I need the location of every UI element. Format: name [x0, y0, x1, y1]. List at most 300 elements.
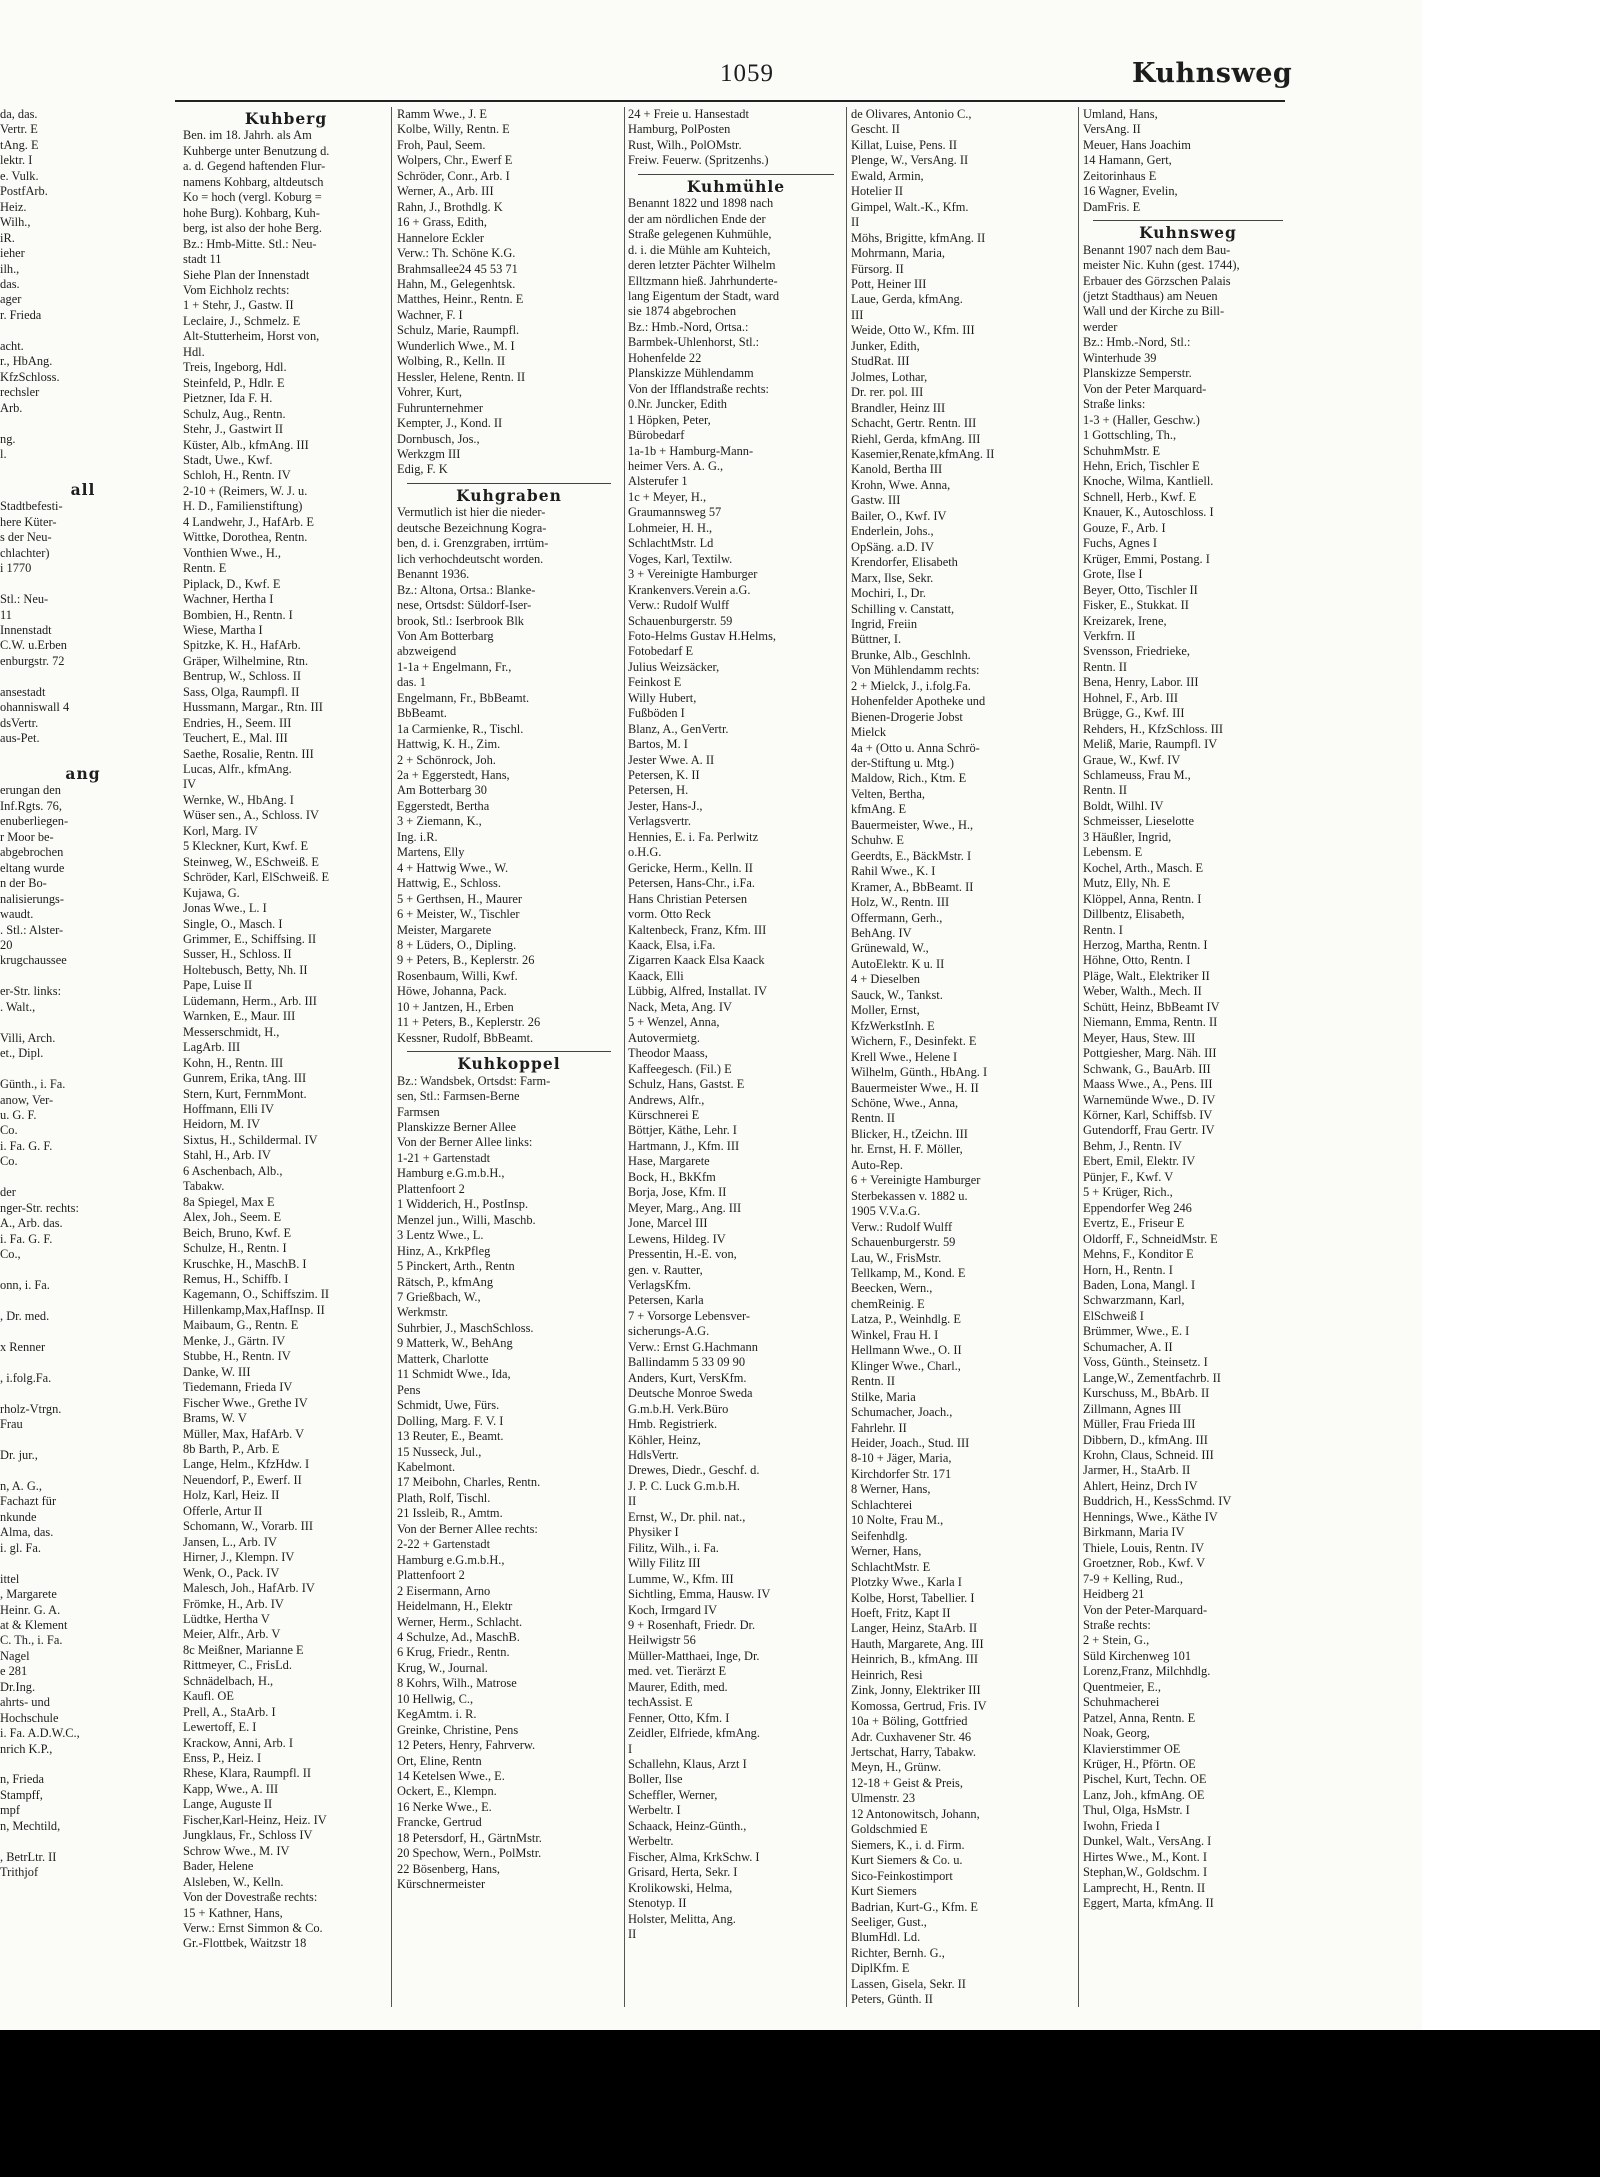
directory-entry: Wall und der Kirche zu Bill-	[1083, 304, 1225, 319]
directory-entry: Krohn, Claus, Schneid. III	[1083, 1447, 1214, 1462]
directory-entry: Schulz, Marie, Raumpfl.	[397, 323, 520, 338]
directory-entry: Remus, H., Schiffb. I	[183, 1271, 289, 1286]
street-heading: Kuhberg	[244, 109, 328, 128]
directory-entry: Petersen, Hans-Chr., i.Fa.	[628, 876, 755, 891]
directory-entry: Thul, Olga, HsMstr. I	[1083, 1803, 1190, 1818]
directory-entry: Pens	[397, 1382, 421, 1397]
directory-entry: Fischer Wwe., Grethe IV	[183, 1395, 308, 1410]
directory-entry: Grisard, Herta, Sekr. I	[628, 1865, 738, 1880]
directory-entry: Spitzke, K. H., HafArb.	[183, 638, 301, 653]
directory-entry	[0, 1324, 166, 1339]
directory-entry: s der Neu-	[0, 530, 52, 545]
directory-entry: at & Klement	[0, 1617, 68, 1632]
directory-entry: Mochiri, I., Dr.	[851, 586, 927, 601]
directory-entry: HdlsVertr.	[628, 1447, 679, 1462]
directory-entry: Hohenfelde 22	[628, 350, 702, 365]
directory-entry	[0, 1757, 166, 1772]
directory-entry	[0, 323, 166, 338]
directory-entry: Treis, Ingeborg, Hdl.	[183, 360, 287, 375]
directory-entry: 10a + Böling, Gottfried	[851, 1714, 968, 1729]
directory-entry: Plotzky Wwe., Karla I	[851, 1575, 962, 1590]
directory-entry: 8 Werner, Hans,	[851, 1482, 931, 1497]
directory-entry: sicherungs-A.G.	[628, 1324, 710, 1339]
directory-entry: Physiker I	[628, 1525, 679, 1540]
directory-entry: Hamburg e.G.m.b.H.,	[397, 1552, 505, 1567]
directory-entry: Foto-Helms Gustav H.Helms,	[628, 628, 776, 643]
directory-entry: 1a Carmienke, R., Tischl.	[397, 721, 524, 736]
directory-entry: Willy Filitz III	[628, 1556, 701, 1571]
directory-entry: Stadtbefesti-	[0, 499, 63, 514]
directory-entry: Birkmann, Maria IV	[1083, 1525, 1185, 1540]
directory-entry: Filitz, Wilh., i. Fa.	[628, 1540, 719, 1555]
directory-entry: Krüger, H., Pförtn. OE	[1083, 1757, 1196, 1772]
directory-entry: 10 Nolte, Frau M.,	[851, 1513, 944, 1528]
directory-entry: 4 + Dieselben	[851, 972, 920, 987]
directory-entry: Ben. im 18. Jahrh. als Am	[183, 128, 312, 143]
directory-entry: Alsleben, W., Kelln.	[183, 1874, 284, 1889]
directory-entry: Bena, Henry, Labor. III	[1083, 675, 1199, 690]
directory-entry: Werkmstr.	[397, 1305, 448, 1320]
directory-entry: II	[628, 1927, 637, 1942]
directory-entry: Petersen, K. II	[628, 768, 700, 783]
directory-entry: da, das.	[0, 107, 38, 121]
directory-entry: onn, i. Fa.	[0, 1277, 50, 1292]
header-rule	[175, 100, 1285, 102]
directory-entry: Bienen-Drogerie Jobst	[851, 709, 963, 724]
directory-entry: n, Mechtild,	[0, 1818, 61, 1833]
directory-entry: Innenstadt	[0, 622, 52, 637]
directory-entry: Pott, Heiner III	[851, 276, 927, 291]
directory-entry: KegAmtm. i. R.	[397, 1707, 477, 1722]
directory-entry: Junker, Edith,	[851, 338, 920, 353]
directory-entry: 4a + (Otto u. Anna Schrö-	[851, 740, 980, 755]
directory-entry: Krohn, Wwe. Anna,	[851, 477, 951, 492]
directory-entry: Fahrlehr. II	[851, 1420, 907, 1435]
directory-entry: Siemers, K., i. d. Firm.	[851, 1837, 965, 1852]
directory-entry: A., Arb. das.	[0, 1216, 63, 1231]
directory-entry: Wilhelm, Günth., HbAng. I	[851, 1065, 988, 1080]
directory-entry: Holz, W., Rentn. III	[851, 895, 950, 910]
directory-entry: 14 Ketelsen Wwe., E.	[397, 1769, 505, 1784]
directory-entry: 2a + Eggerstedt, Hans,	[397, 768, 510, 783]
directory-entry: Alex, Joh., Seem. E	[183, 1210, 282, 1225]
directory-entry: Hillenkamp,Max,HafInsp. II	[183, 1302, 325, 1317]
directory-entry: Siehe Plan der Innenstadt	[183, 267, 310, 282]
directory-entry: Leclaire, J., Schmelz. E	[183, 313, 301, 328]
directory-entry: Stadt, Uwe., Kwf.	[183, 452, 273, 467]
directory-entry: Wenk, O., Pack. IV	[183, 1565, 280, 1580]
directory-entry: Eppendorfer Weg 246	[1083, 1200, 1192, 1215]
directory-entry: 9 Matterk, W., BehAng	[397, 1336, 513, 1351]
directory-entry: Verw.: Rudolf Wulff	[851, 1219, 953, 1234]
directory-entry: AutoElektr. K u. II	[851, 956, 945, 971]
directory-entry: rholz-Vtrgn.	[0, 1401, 62, 1416]
directory-entry: Heider, Joach., Stud. III	[851, 1435, 970, 1450]
directory-entry: Sterbekassen v. 1882 u.	[851, 1188, 968, 1203]
directory-entry: chemReinig. E	[851, 1296, 925, 1311]
directory-entry: Hohenfelder Apotheke und	[851, 694, 986, 709]
directory-entry: r Moor be-	[0, 829, 54, 844]
directory-entry: Riehl, Gerda, kfmAng. III	[851, 431, 981, 446]
directory-entry: here Küter-	[0, 514, 57, 529]
directory-entry: 9 + Peters, B., Keplerstr. 26	[397, 953, 535, 968]
directory-entry: Oldorff, F., SchneidMstr. E	[1083, 1231, 1218, 1246]
directory-entry: lektr. I	[0, 153, 33, 168]
street-heading: ang	[65, 764, 101, 784]
directory-entry: DamFris. E	[1083, 199, 1141, 214]
directory-entry: Jolmes, Lothar,	[851, 369, 928, 384]
directory-entry: Bauermeister Wwe., H. II	[851, 1080, 979, 1095]
directory-entry: r., HbAng.	[0, 354, 53, 369]
section-divider	[407, 483, 611, 484]
directory-entry: Hdl.	[183, 344, 205, 359]
directory-entry: Marx, Ilse, Sekr.	[851, 570, 934, 585]
directory-entry: Brügge, G., Kwf. III	[1083, 706, 1185, 721]
directory-entry: Fachazt für	[0, 1494, 57, 1509]
page-number: 1059	[720, 60, 774, 87]
directory-entry: Petersen, Karla	[628, 1293, 704, 1308]
section-divider	[638, 174, 834, 175]
directory-entry: Müller-Matthaei, Inge, Dr.	[628, 1648, 760, 1663]
directory-entry: Krug, W., Journal.	[397, 1660, 488, 1675]
directory-entry: gen. v. Rautter,	[628, 1262, 703, 1277]
directory-entry: Verlagsvertr.	[628, 814, 691, 829]
directory-entry: der-Stiftung u. Mtg.)	[851, 756, 954, 771]
directory-entry: Von der Peter Marquard-	[1083, 381, 1207, 396]
directory-entry: Hans Christian Petersen	[628, 891, 748, 906]
directory-entry: Eggert, Marta, kfmAng. II	[1083, 1896, 1214, 1911]
directory-entry: Langer, Heinz, StaArb. II	[851, 1621, 978, 1636]
directory-entry: Peters, Günth. II	[851, 1992, 933, 2007]
directory-entry: Schulz, Hans, Gastst. E	[628, 1077, 745, 1092]
directory-entry: Endries, H., Seem. III	[183, 715, 292, 730]
directory-entry: meister Nic. Kuhn (gest. 1744),	[1083, 258, 1240, 273]
directory-entry: Gutendorff, Frau Gertr. IV	[1083, 1123, 1215, 1138]
directory-entry: , BetrLtr. II	[0, 1849, 57, 1864]
directory-entry: Prell, A., StaArb. I	[183, 1704, 276, 1719]
directory-entry: i 1770	[0, 561, 32, 576]
directory-entry: Maldow, Rich., Ktm. E	[851, 771, 967, 786]
directory-entry: Fotobedarf E	[628, 644, 694, 659]
directory-entry: Kochel, Arth., Masch. E	[1083, 860, 1204, 875]
directory-entry: Geerdts, E., BäckMstr. I	[851, 848, 972, 863]
directory-entry: Jester Wwe. A. II	[628, 752, 715, 767]
street-heading: Kuhnsweg	[1139, 223, 1237, 243]
directory-entry: Heinrich, B., kfmAng. III	[851, 1652, 978, 1667]
directory-entry: , Dr. med.	[0, 1308, 50, 1323]
directory-entry: Hoeft, Fritz, Kapt II	[851, 1605, 951, 1620]
directory-entry: Warnemünde Wwe., D. IV	[1083, 1092, 1216, 1107]
directory-entry: Fenner, Otto, Kfm. I	[628, 1710, 730, 1725]
directory-entry: Thiele, Louis, Rentn. IV	[1083, 1540, 1205, 1555]
directory-entry: ilh.,	[0, 261, 20, 276]
directory-entry: Evertz, E., Friseur E	[1083, 1216, 1185, 1231]
directory-entry: chlachter)	[0, 545, 50, 560]
directory-entry: Jertschat, Harry, Tabakw.	[851, 1745, 976, 1760]
directory-entry: Schrow Wwe., M. IV	[183, 1843, 290, 1858]
street-heading: Kuhkoppel	[457, 1054, 561, 1074]
directory-entry: Hochschule	[0, 1710, 59, 1725]
directory-entry	[0, 1463, 166, 1478]
column-rule	[1078, 107, 1079, 2007]
directory-entry: 15 + Kathner, Hans,	[183, 1905, 283, 1920]
directory-entry: 6 + Meister, W., Tischler	[397, 907, 520, 922]
directory-entry: dsVertr.	[0, 715, 39, 730]
directory-entry: Auto-Rep.	[851, 1157, 903, 1172]
directory-entry: Gouze, F., Arb. I	[1083, 520, 1166, 535]
directory-entry: Drewes, Diedr., Geschf. d.	[628, 1463, 760, 1478]
directory-entry: Co.	[0, 1154, 18, 1169]
directory-entry: Voges, Karl, Textilw.	[628, 551, 733, 566]
directory-entry: Klavierstimmer OE	[1083, 1741, 1181, 1756]
directory-entry: ittel	[0, 1571, 20, 1586]
directory-entry: Hussmann, Margar., Rtn. III	[183, 700, 323, 715]
directory-entry: Höwe, Johanna, Pack.	[397, 984, 507, 999]
directory-entry: Kapp, Wwe., A. III	[183, 1781, 279, 1796]
directory-entry: Wolpers, Chr., Ewerf E	[397, 153, 513, 168]
directory-entry: 12 Antonowitsch, Johann,	[851, 1806, 980, 1821]
directory-entry: Ko = hoch (vergl. Koburg =	[183, 190, 322, 205]
directory-entry: Inf.Rgts. 76,	[0, 798, 62, 813]
directory-entry: 1c + Meyer, H.,	[628, 489, 707, 504]
directory-entry: Von der Peter-Marquard-	[1083, 1602, 1208, 1617]
directory-entry: C. Th., i. Fa.	[0, 1633, 63, 1648]
directory-entry: Beich, Bruno, Kwf. E	[183, 1225, 292, 1240]
directory-entry: , Margarete	[0, 1587, 57, 1602]
directory-entry: Adr. Cuxhavener Str. 46	[851, 1729, 972, 1744]
directory-entry: Umland, Hans,	[1083, 107, 1158, 121]
directory-entry: Weide, Otto W., Kfm. III	[851, 323, 975, 338]
directory-entry: Zink, Jonny, Elektriker III	[851, 1683, 981, 1698]
directory-entry: Kasemier,Renate,kfmAng. II	[851, 446, 995, 461]
directory-entry: Bombien, H., Rentn. I	[183, 607, 293, 622]
directory-entry: o.H.G.	[628, 845, 662, 860]
directory-entry: Ebert, Emil, Elektr. IV	[1083, 1154, 1196, 1169]
directory-entry: Rentn. II	[851, 1111, 896, 1126]
directory-entry	[0, 747, 166, 762]
directory-entry: Schumacher, Joach.,	[851, 1405, 953, 1420]
directory-entry: Hotelier II	[851, 184, 903, 199]
directory-entry: Alma, das.	[0, 1525, 54, 1540]
directory-entry: Bz.: Wandsbek, Ortsdst: Farm-	[397, 1073, 551, 1088]
directory-entry: Ockert, E., Klempn.	[397, 1784, 497, 1799]
directory-entry: Von der Dovestraße rechts:	[183, 1890, 318, 1905]
directory-entry: Autovermietg.	[628, 1030, 700, 1045]
directory-entry: Schacht, Gertr. Rentn. III	[851, 416, 977, 431]
directory-entry: med. vet. Tierärzt E	[628, 1664, 727, 1679]
directory-entry: 7 + Vorsorge Lebensver-	[628, 1308, 751, 1323]
directory-entry: e 281	[0, 1664, 28, 1679]
directory-column	[397, 107, 621, 2012]
directory-entry: Wunderlich Wwe., M. I	[397, 338, 515, 353]
directory-entry: 2 + Mielck, J., i.folg.Fa.	[851, 678, 971, 693]
directory-entry: 1 + Stehr, J., Gastw. II	[183, 298, 294, 313]
directory-entry: 20	[0, 938, 13, 953]
directory-entry: Lanz, Joh., kfmAng. OE	[1083, 1787, 1205, 1802]
directory-entry: Lorenz,Franz, Milchhdlg.	[1083, 1664, 1211, 1679]
directory-entry: Hohnel, F., Arb. III	[1083, 690, 1179, 705]
directory-entry: lang Eigentum der Stadt, ward	[628, 288, 780, 303]
directory-entry: Von der Ifflandstraße rechts:	[628, 381, 769, 396]
directory-entry: nrich K.P.,	[0, 1741, 53, 1756]
directory-column	[1083, 107, 1293, 2012]
directory-entry: Meliß, Marie, Raumpfl. IV	[1083, 737, 1218, 752]
directory-entry: Schröder, Karl, ElSchweiß. E	[183, 870, 330, 885]
directory-entry: , i.folg.Fa.	[0, 1370, 52, 1385]
directory-entry: Zeitorinhaus E	[1083, 168, 1157, 183]
directory-entry: Vermutlich ist hier die nieder-	[397, 505, 546, 520]
directory-entry: Wüser sen., A., Schloss. IV	[183, 808, 319, 823]
directory-entry: 13 Reuter, E., Beamt.	[397, 1429, 504, 1444]
directory-entry: Boller, Ilse	[628, 1772, 683, 1787]
directory-entry: Schuhmacherei	[1083, 1695, 1160, 1710]
directory-entry: ieher	[0, 246, 25, 261]
directory-entry: Blanz, A., GenVertr.	[628, 721, 729, 736]
directory-entry: Rentn. II	[1083, 659, 1128, 674]
directory-entry: 5 + Krüger, Rich.,	[1083, 1185, 1173, 1200]
directory-entry: Schulze, H., Rentn. I	[183, 1241, 287, 1256]
directory-entry: Svensson, Friedrieke,	[1083, 644, 1191, 659]
directory-entry: Zigarren Kaack Elsa Kaack	[628, 953, 765, 968]
directory-entry: Kreizarek, Irene,	[1083, 613, 1167, 628]
directory-entry: Petersen, H.	[628, 783, 689, 798]
directory-entry: C.W. u.Erben	[0, 638, 67, 653]
directory-entry: 1 Widderich, H., PostInsp.	[397, 1197, 529, 1212]
directory-entry: Ballindamm 5 33 09 90	[628, 1355, 746, 1370]
directory-entry: Farmsen	[397, 1104, 440, 1119]
directory-entry: Stampff,	[0, 1787, 43, 1802]
directory-entry: Hartmann, J., Kfm. III	[628, 1138, 740, 1153]
directory-entry	[0, 1015, 166, 1030]
directory-entry: Lohmeier, H. H.,	[628, 520, 713, 535]
directory-entry: Latza, P., Weinhdlg. E	[851, 1312, 961, 1327]
directory-entry: Vonthien Wwe., H.,	[183, 545, 281, 560]
directory-entry: Pläge, Walt., Elektriker II	[1083, 968, 1210, 983]
street-heading: Kuhgraben	[456, 485, 562, 505]
directory-entry: sen, Stl.: Farmsen-Berne	[397, 1089, 520, 1104]
directory-entry: Hehn, Erich, Tischler E	[1083, 458, 1200, 473]
directory-entry: Straße links:	[1083, 397, 1146, 412]
directory-entry: Rahil Wwe., K. I	[851, 864, 936, 879]
directory-entry: vorm. Otto Reck	[628, 907, 711, 922]
directory-entry: Fischer,Karl-Heinz, Heiz. IV	[183, 1812, 327, 1827]
directory-entry: Winterhude 39	[1083, 350, 1157, 365]
directory-entry: Dillbentz, Elisabeth,	[1083, 907, 1185, 922]
directory-entry: das. 1	[397, 675, 426, 690]
directory-entry: Menzel jun., Willi, Maschb.	[397, 1212, 536, 1227]
directory-entry: Eggerstedt, Bertha	[397, 798, 490, 813]
directory-entry: Beyer, Otto, Tischler II	[1083, 582, 1198, 597]
directory-entry: Hattwig, E., Schloss.	[397, 876, 501, 891]
directory-entry: 21 Issleib, R., Amtm.	[397, 1506, 503, 1521]
directory-entry: Vohrer, Kurt,	[397, 385, 463, 400]
directory-entry: (jetzt Stadthaus) am Neuen	[1083, 288, 1218, 303]
directory-entry: d. i. die Mühle am Kuhteich,	[628, 242, 771, 257]
directory-entry: Zeidler, Elfriede, kfmAng.	[628, 1726, 760, 1741]
directory-entry: Ort, Eline, Rentn	[397, 1753, 482, 1768]
directory-entry: r. Frieda	[0, 307, 42, 322]
directory-entry: et., Dipl.	[0, 1046, 44, 1061]
directory-entry: Plattenfoort 2	[397, 1181, 465, 1196]
directory-entry: Danke, W. III	[183, 1364, 251, 1379]
directory-entry: sie 1874 abgebrochen	[628, 304, 737, 319]
directory-entry: n, A. G.,	[0, 1478, 42, 1493]
directory-entry: VersAng. II	[1083, 122, 1141, 137]
column-rule	[846, 107, 847, 2007]
directory-entry: Schnädelbach, H.,	[183, 1673, 274, 1688]
directory-entry: Badrian, Kurt-G., Kfm. E	[851, 1899, 978, 1914]
directory-entry	[0, 462, 166, 477]
directory-entry: aus-Pet.	[0, 731, 40, 746]
directory-entry: Kohn, H., Rentn. III	[183, 1055, 284, 1070]
directory-entry: Meyer, Haus, Stew. III	[1083, 1030, 1196, 1045]
section-divider	[1093, 220, 1283, 221]
directory-entry: Borja, Jose, Kfm. II	[628, 1185, 727, 1200]
directory-entry: Schöne, Wwe., Anna,	[851, 1096, 959, 1110]
directory-entry: Piplack, D., Kwf. E	[183, 576, 281, 591]
directory-entry: Gescht. II	[851, 122, 900, 137]
directory-entry: ahrts- und	[0, 1695, 50, 1710]
directory-entry: Lewens, Hildeg. IV	[628, 1231, 726, 1246]
directory-entry: Edig, F. K	[397, 462, 448, 477]
directory-entry: 12-18 + Geist & Preis,	[851, 1775, 963, 1790]
directory-entry: Korl, Marg. IV	[183, 823, 258, 838]
directory-entry: 2-10 + (Reimers, W. J. u.	[183, 483, 308, 498]
directory-entry: ElSchweiß I	[1083, 1308, 1144, 1323]
directory-entry: Krolikowski, Helma,	[628, 1880, 733, 1895]
directory-entry: Von Am Botterbarg	[397, 628, 494, 643]
directory-entry: Stern, Kurt, FernmMont.	[183, 1086, 307, 1101]
directory-entry: Rhese, Klara, Raumpfl. II	[183, 1766, 311, 1781]
directory-entry: Fuchs, Agnes I	[1083, 536, 1157, 551]
directory-entry: Hirner, J., Klempn. IV	[183, 1550, 295, 1565]
directory-entry: Fischer, Alma, KrkSchw. I	[628, 1849, 760, 1864]
directory-entry: 2 + Stein, G.,	[1083, 1633, 1150, 1648]
directory-entry: Pietzner, Ida F. H.	[183, 391, 273, 406]
directory-entry: Mielck	[851, 725, 887, 740]
directory-entry: Bentrup, W., Schloss. II	[183, 669, 302, 684]
directory-entry: Dr.Ing.	[0, 1679, 36, 1694]
directory-entry: 0.Nr. Juncker, Edith	[628, 397, 727, 412]
directory-entry: Weber, Walth., Mech. II	[1083, 984, 1202, 999]
directory-entry: mpf	[0, 1803, 20, 1818]
directory-entry: techAssist. E	[628, 1695, 693, 1710]
directory-entry: Kurt Siemers & Co. u.	[851, 1853, 963, 1868]
directory-entry: Mehns, F., Konditor E	[1083, 1247, 1194, 1262]
directory-entry: er-Str. links:	[0, 984, 62, 999]
directory-entry: . Stl.: Alster-	[0, 922, 64, 937]
directory-entry: Planskizze Berner Allee	[397, 1120, 517, 1134]
directory-entry: erungan den	[0, 783, 61, 798]
directory-entry: Quentmeier, E.,	[1083, 1679, 1161, 1694]
directory-entry: Koch, Irmgard IV	[628, 1602, 718, 1617]
directory-entry: 3 + Vereinigte Hamburger	[628, 567, 758, 582]
directory-entry: 22 Bösenberg, Hans,	[397, 1861, 501, 1876]
directory-entry: Küster, Alb., kfmAng. III	[183, 437, 309, 452]
directory-entry: Knoche, Wilma, Kantliell.	[1083, 474, 1214, 489]
directory-entry: Sico-Feinkostimport	[851, 1868, 953, 1883]
directory-entry: Matterk, Charlotte	[397, 1351, 489, 1366]
directory-entry: 8 + Lüders, O., Dipling.	[397, 938, 517, 953]
directory-entry: Meister, Margarete	[397, 922, 492, 937]
directory-entry: Vertr. E	[0, 122, 38, 137]
directory-entry: Pressentin, H.-E. von,	[628, 1247, 737, 1262]
directory-entry: Gericke, Herm., Kelln. II	[628, 860, 753, 875]
directory-entry: Kurt Siemers	[851, 1884, 917, 1899]
directory-entry: Blicker, H., tZeichn. III	[851, 1126, 968, 1141]
directory-entry: Rust, Wilh., PolOMstr.	[628, 137, 742, 152]
directory-entry: 11 Schmidt Wwe., Ida,	[397, 1367, 511, 1382]
